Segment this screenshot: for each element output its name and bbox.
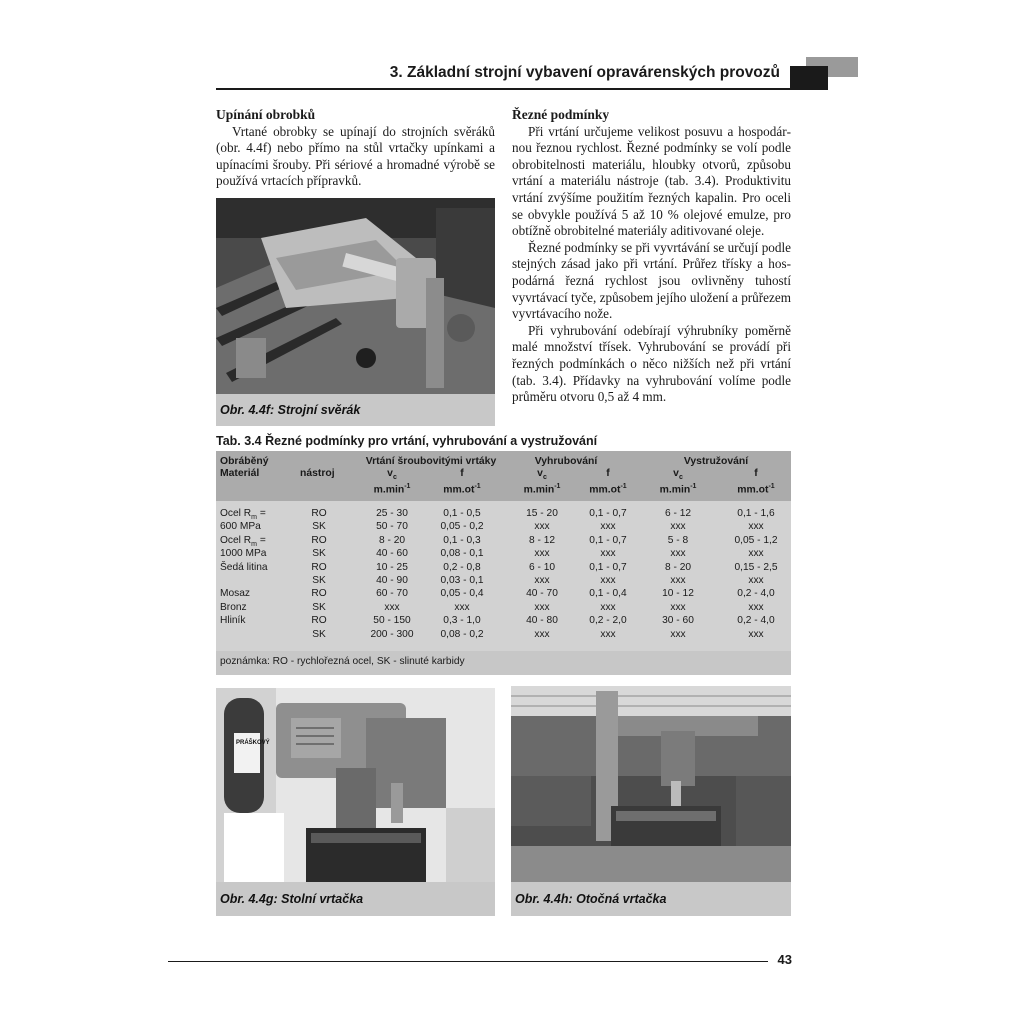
table-cell-cb-f: 0,1 - 0,7 [589, 534, 627, 546]
table-cell-ream-vc: 10 - 12 [662, 588, 694, 600]
table-cell-ream-f: xxx [748, 628, 764, 640]
table-cell-material: Mosaz [220, 588, 251, 600]
caption-machine-vise: Obr. 4.4f: Strojní svěrák [216, 394, 495, 426]
header-vc-unit-counterboring: $m.\min^{-1}$ [523, 483, 561, 496]
header-vc-reaming: $v_c$ [673, 468, 683, 482]
table-cell-ream-vc: xxx [670, 601, 686, 613]
table-cell-tool: RO [311, 561, 327, 573]
radial-drill-illustration [511, 686, 791, 882]
table-cell-cb-vc: xxx [534, 521, 550, 533]
table-cell-cb-vc: xxx [534, 601, 550, 613]
table-note: poznámka: RO - rychlořezná ocel, SK - slinuté karbidy [220, 656, 465, 667]
table-cell-ream-f: 0,2 - 4,0 [737, 615, 775, 627]
table-cell-material: 1000 MPa [220, 548, 267, 560]
table-cell-tool: SK [312, 548, 326, 560]
table-cell-ream-f: xxx [748, 548, 764, 560]
machine-vise-illustration [216, 198, 495, 394]
extinguisher-label: PRÁŠKOVÝ [236, 740, 270, 746]
header-group-reaming: Vystružování [683, 456, 749, 467]
photo-radial-drill [511, 686, 791, 882]
photo-bench-drill [216, 688, 495, 882]
section-heading-clamping: Upínání obrobků [216, 107, 316, 122]
photo-machine-vise [216, 198, 495, 394]
table-cell-drill-f: 0,3 - 1,0 [443, 615, 481, 627]
paragraph-cutting-3: Při vyhrubování odebírají výhrubníky poměrně malé množství třísek. Vyhrubování se provádí při řezných podmínkách o něco nižších než při vrtání (tab. 3.4). Přídavky na vyhrubování volíme podle průměru otvoru 0,5 až 4 mm. [512, 322, 791, 405]
header-f-unit-counterboring: $mm.ot^{-1}$ [589, 483, 627, 496]
table-cell-tool: RO [311, 534, 327, 546]
table-cell-cb-vc: xxx [534, 628, 550, 640]
table-cell-material: 600 MPa [220, 521, 261, 533]
header-f-counterboring: f [606, 468, 610, 479]
table-cell-cb-vc: xxx [534, 575, 550, 586]
table-cell-ream-vc: xxx [670, 575, 686, 586]
table-cell-ream-f: xxx [748, 521, 764, 533]
table-cell-drill-f: 0,2 - 0,8 [443, 561, 481, 573]
table-cell-drill-f: 0,1 - 0,3 [443, 534, 481, 546]
table-cell-tool: RO [311, 508, 327, 519]
table-cell-cb-vc: 40 - 70 [526, 588, 558, 600]
header-f-drilling: f [460, 468, 464, 479]
table-cell-ream-f: xxx [748, 575, 764, 586]
paragraph-cutting-1: Při vrtání určujeme velikost posuvu a hospodárnou řeznou rychlost. Řezné podmínky se volí podle obrobitelnosti materiálu, hloubky otvorů, způsobu vrtání a materiálu nástroje (tab. 3.4). Produktivitu vrtání zvýšíme použitím řezných kapalin. Pro oceli se obvykle používá 5 až 10 % olejové emulze, pro obtížně obrobitelné materiály aditivované oleje. [512, 123, 791, 239]
table-cell-ream-f: 0,1 - 1,6 [737, 508, 775, 519]
table-cell-cb-vc: 8 - 12 [528, 534, 556, 546]
table-cell-drill-vc: 10 - 25 [376, 561, 408, 573]
table-cell-cb-f: 0,1 - 0,7 [589, 508, 627, 519]
table-cell-cb-vc: 6 - 10 [528, 561, 556, 573]
table-cell-drill-vc: 8 - 20 [378, 534, 406, 546]
table-cell-ream-vc: xxx [670, 628, 686, 640]
paragraph-clamping: Vrtané obrobky se upínají do strojních svěráků (obr. 4.4f) nebo přímo na stůl vrtačky upínkami a upínacími šrouby. Při sériové a hromadné výrobě se používá vrtacích přípravků. [216, 123, 495, 189]
table-cell-ream-vc: 6 - 12 [664, 508, 692, 519]
table-cell-cb-f: xxx [600, 548, 616, 560]
caption-bench-drill: Obr. 4.4g: Stolní vrtačka [216, 882, 495, 916]
table-cell-ream-vc: xxx [670, 521, 686, 533]
footer-rule [168, 961, 768, 962]
header-material-line1: Obráběný [220, 456, 269, 467]
page-number: 43 [777, 952, 792, 967]
table-cell-tool: SK [312, 521, 326, 533]
table-cell-drill-vc: 50 - 150 [373, 615, 411, 627]
table-cell-ream-f: xxx [748, 601, 764, 613]
header-vc-drilling: $v_c$ [387, 468, 397, 482]
table-cell-material: Šedá litina [220, 561, 268, 573]
header-f-reaming: f [754, 468, 758, 479]
table-cell-cb-f: 0,1 - 0,4 [589, 588, 627, 600]
table-cell-drill-f: 0,08 - 0,1 [440, 548, 484, 560]
header-group-drilling: Vrtání šroubovitými vrtáky [365, 456, 497, 467]
header-vc-unit-reaming: $m.\min^{-1}$ [659, 483, 697, 496]
table-cell-material: Ocel $R_m$ = [220, 534, 266, 548]
header-material-line2: Materiál [220, 468, 260, 479]
bench-drill-illustration [216, 688, 495, 882]
cutting-conditions-table [216, 451, 791, 675]
paragraph-cutting-2: Řezné podmínky se při vyvrtávání se určují podle stejných zásad jako při vrtání. Průřez třísky a hospodárná řezná rychlost jsou ovlivněny tuhostí vyvrtávací tyče, způsobem jejího uložení a průřezem vyvrtávacího nože. [512, 239, 791, 322]
table-cell-ream-f: 0,05 - 1,2 [734, 534, 778, 546]
table-title: Tab. 3.4 Řezné podmínky pro vrtání, vyhrubování a vystružování [216, 434, 598, 448]
header-vc-counterboring: $v_c$ [537, 468, 547, 482]
table-cell-drill-f: xxx [454, 601, 470, 613]
table-cell-ream-vc: xxx [670, 548, 686, 560]
header-group-counterboring: Vyhrubování [534, 456, 598, 467]
table-cell-drill-vc: 40 - 60 [376, 548, 408, 560]
table-cell-drill-vc: 200 - 300 [370, 628, 414, 640]
table-cell-cb-vc: xxx [534, 548, 550, 560]
table-cell-tool: RO [311, 615, 327, 627]
table-cell-tool: SK [312, 601, 326, 613]
table-cell-drill-vc: 25 - 30 [376, 508, 408, 519]
header-tool: nástroj [300, 468, 335, 479]
right-column [512, 107, 791, 406]
header-f-unit-reaming: $mm.ot^{-1}$ [737, 483, 775, 496]
table-cell-drill-vc: 40 - 90 [376, 575, 408, 586]
table-cell-cb-f: 0,1 - 0,7 [589, 561, 627, 573]
table-cell-tool: SK [312, 628, 326, 640]
caption-radial-drill: Obr. 4.4h: Otočná vrtačka [511, 882, 791, 916]
table-cell-cb-f: xxx [600, 521, 616, 533]
chapter-title: 3. Základní strojní vybavení opravárenských provozů [389, 64, 780, 81]
table-cell-tool: SK [312, 575, 326, 586]
table-cell-cb-vc: 15 - 20 [526, 508, 558, 519]
table-cell-cb-f: 0,2 - 2,0 [589, 615, 627, 627]
header-rule [216, 88, 790, 90]
table-cell-material: Hliník [220, 615, 246, 627]
header-f-unit-drilling: $mm.ot^{-1}$ [443, 483, 481, 496]
table-cell-ream-f: 0,15 - 2,5 [734, 561, 778, 573]
table-cell-cb-f: xxx [600, 601, 616, 613]
header-decoration-dark [790, 66, 828, 90]
table-cell-ream-vc: 5 - 8 [667, 534, 689, 546]
table-cell-drill-f: 0,03 - 0,1 [440, 575, 484, 586]
table-cell-cb-f: xxx [600, 575, 616, 586]
header-vc-unit-drilling: $m.\min^{-1}$ [373, 483, 411, 496]
table-cell-drill-f: 0,08 - 0,2 [440, 628, 484, 640]
table-cell-ream-vc: 30 - 60 [662, 615, 694, 627]
table-cell-drill-vc: xxx [384, 601, 400, 613]
table-cell-drill-f: 0,05 - 0,4 [440, 588, 484, 600]
table-cell-tool: RO [311, 588, 327, 600]
section-heading-cutting-conditions: Řezné podmínky [512, 107, 610, 122]
table-cell-material: Bronz [220, 601, 247, 613]
table-cell-cb-vc: 40 - 80 [526, 615, 558, 627]
left-column [216, 107, 495, 190]
table-cell-drill-vc: 60 - 70 [376, 588, 408, 600]
table-cell-cb-f: xxx [600, 628, 616, 640]
table-cell-ream-f: 0,2 - 4,0 [737, 588, 775, 600]
table-cell-drill-f: 0,05 - 0,2 [440, 521, 484, 533]
table-cell-drill-f: 0,1 - 0,5 [443, 508, 481, 519]
table-cell-drill-vc: 50 - 70 [376, 521, 408, 533]
table-cell-ream-vc: 8 - 20 [664, 561, 692, 573]
table-cell-material: Ocel $R_m$ = [220, 508, 266, 522]
